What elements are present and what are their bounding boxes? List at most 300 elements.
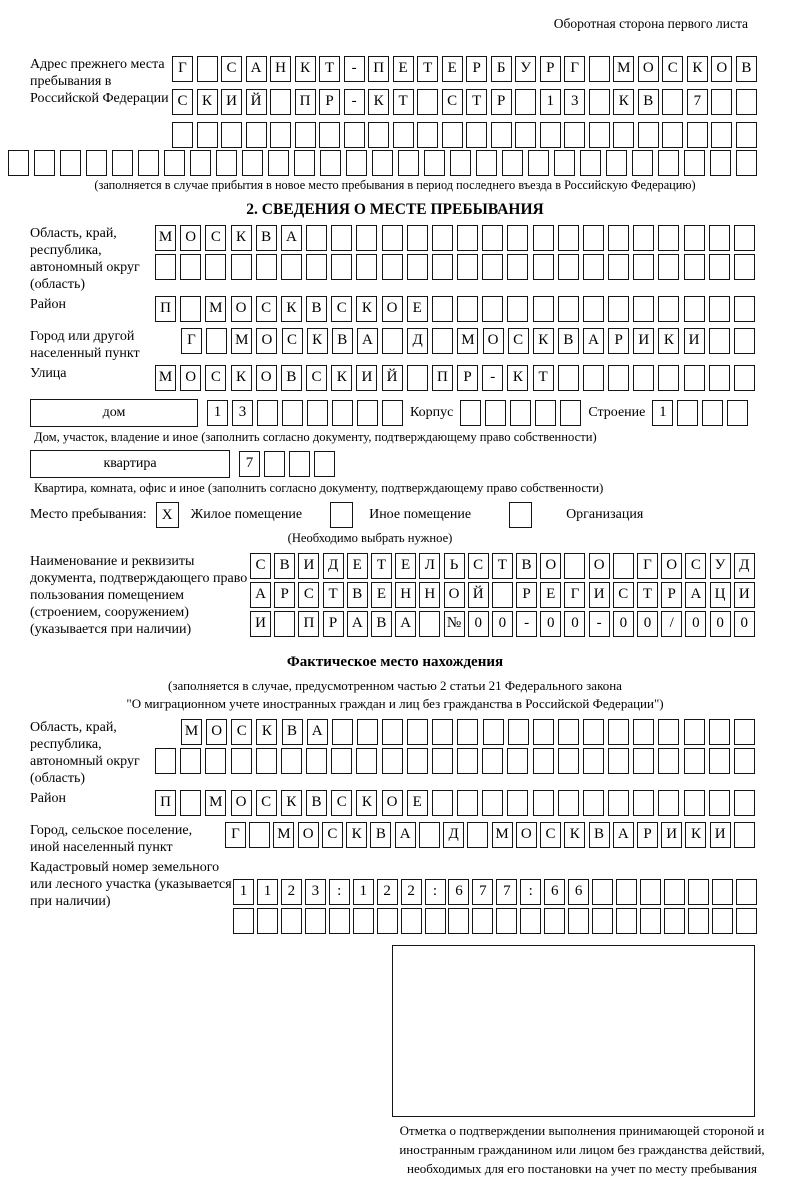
char-box: [502, 150, 523, 176]
char-box: [528, 150, 549, 176]
field-ulitsa-label: Улица: [30, 366, 67, 381]
char-box: [711, 122, 732, 148]
char-box: [684, 150, 705, 176]
char-box: А: [395, 822, 416, 848]
char-box: [558, 719, 579, 745]
char-box: С: [256, 296, 277, 322]
char-box: Р: [637, 822, 658, 848]
char-box: :: [425, 879, 446, 905]
char-box-row: [239, 451, 335, 477]
char-box: [417, 89, 438, 115]
char-box: [368, 122, 389, 148]
char-box: Р: [608, 328, 629, 354]
char-box: [608, 790, 629, 816]
char-box: В: [371, 611, 392, 637]
char-box: [564, 553, 585, 579]
option-zhiloe-label: Жилое помещение: [190, 507, 303, 522]
char-box: В: [306, 790, 327, 816]
char-box-row: [172, 122, 757, 148]
field-gorod: [30, 328, 760, 362]
char-box: Т: [323, 582, 344, 608]
char-box: К: [507, 365, 528, 391]
char-box: П: [432, 365, 453, 391]
char-box: /: [661, 611, 682, 637]
char-box: [592, 908, 613, 934]
field-document-label: Наименование и реквизиты документа, подтверждающего право пользования помещением (строением, сооружением) (указывается при наличии): [30, 554, 248, 637]
char-box: 0: [710, 611, 731, 637]
char-box: [294, 150, 315, 176]
char-box: [664, 908, 685, 934]
char-box: [583, 365, 604, 391]
char-box: [281, 908, 302, 934]
char-box-row: [172, 89, 757, 115]
char-box: [398, 150, 419, 176]
char-box: Т: [417, 56, 438, 82]
char-box: [425, 908, 446, 934]
char-box: [331, 225, 352, 251]
char-box: [281, 254, 302, 280]
char-box: В: [558, 328, 579, 354]
char-box: [353, 908, 374, 934]
char-box: 0: [734, 611, 755, 637]
char-box: Р: [274, 582, 295, 608]
char-box: [305, 908, 326, 934]
char-box: Р: [466, 56, 487, 82]
char-box: [457, 254, 478, 280]
char-box: [432, 225, 453, 251]
char-box: [205, 748, 226, 774]
char-box: К: [295, 56, 316, 82]
char-box: [589, 56, 610, 82]
place-type-note: (Необходимо выбрать нужное): [287, 531, 453, 545]
char-box: К: [331, 365, 352, 391]
char-box: И: [684, 328, 705, 354]
char-box: -: [516, 611, 537, 637]
char-box: В: [282, 719, 303, 745]
char-box: Т: [393, 89, 414, 115]
char-box: О: [638, 56, 659, 82]
char-box: [507, 296, 528, 322]
house-caption: Дом, участок, владение и иное (заполнить согласно документу, подтверждающему право собственности): [34, 430, 597, 444]
char-box: С: [331, 790, 352, 816]
char-box-row: [250, 582, 755, 608]
field-oblast-label: Область, край, республика, автономный округ (область): [30, 226, 140, 292]
char-box: [180, 790, 201, 816]
char-box: Е: [371, 582, 392, 608]
char-box: А: [613, 822, 634, 848]
char-box: [583, 719, 604, 745]
char-box: [658, 254, 679, 280]
char-box: О: [382, 296, 403, 322]
char-box: [633, 748, 654, 774]
char-box: -: [344, 56, 365, 82]
field-document: [30, 553, 760, 640]
char-box: [393, 122, 414, 148]
char-box: П: [298, 611, 319, 637]
stroenie-label: Строение: [588, 405, 646, 420]
char-box: [155, 254, 176, 280]
char-box: [613, 553, 634, 579]
char-box: Г: [637, 553, 658, 579]
char-box-row: [181, 719, 755, 745]
char-box: [583, 296, 604, 322]
char-box: [633, 365, 654, 391]
char-box: [535, 400, 556, 426]
char-box: 2: [401, 879, 422, 905]
char-box: 0: [492, 611, 513, 637]
char-box: [472, 908, 493, 934]
char-box: 1: [233, 879, 254, 905]
char-box: [491, 122, 512, 148]
char-box: [460, 400, 481, 426]
char-box: [314, 451, 335, 477]
char-box: [221, 122, 242, 148]
char-box: [180, 296, 201, 322]
char-box: [382, 254, 403, 280]
char-box-row: [155, 296, 755, 322]
char-box: [709, 719, 730, 745]
char-box: [242, 150, 263, 176]
char-box: [382, 225, 403, 251]
stamp-area: [392, 945, 755, 1117]
char-box: О: [516, 822, 537, 848]
char-box: [432, 328, 453, 354]
char-box: [533, 254, 554, 280]
char-box: [382, 400, 403, 426]
char-box: К: [368, 89, 389, 115]
char-box: [589, 122, 610, 148]
field-ulitsa: [30, 365, 760, 394]
prev-address-note: (заполняется в случае прибытия в новое место пребывания в период последнего въезда в Российскую Федерацию): [94, 178, 696, 192]
factual-note-line2: "О миграционном учете иностранных граждан и лиц без гражданства в Российской Федерации"): [126, 696, 664, 711]
checkbox-org: [509, 502, 532, 528]
korpus-label: Корпус: [410, 405, 454, 420]
char-box-row: [181, 328, 755, 359]
char-box: 1: [207, 400, 228, 426]
char-box: М: [231, 328, 252, 354]
char-box: О: [231, 296, 252, 322]
char-box: [736, 879, 757, 905]
char-box: М: [181, 719, 202, 745]
char-box: С: [613, 582, 634, 608]
char-box: [510, 400, 531, 426]
char-box: [658, 719, 679, 745]
char-box: Г: [225, 822, 246, 848]
char-box: П: [368, 56, 389, 82]
char-box: 7: [496, 879, 517, 905]
char-box: [734, 225, 755, 251]
char-box: А: [281, 225, 302, 251]
char-box: О: [711, 56, 732, 82]
char-box: [482, 748, 503, 774]
char-box: С: [205, 225, 226, 251]
char-box: Г: [181, 328, 202, 354]
char-box: Т: [371, 553, 392, 579]
field-factual-oblast-label: Область, край, республика, автономный округ (область): [30, 720, 140, 786]
char-box: [197, 56, 218, 82]
char-box: С: [322, 822, 343, 848]
char-box: [664, 879, 685, 905]
char-box-row: [233, 879, 757, 905]
char-box: Т: [319, 56, 340, 82]
char-box: [633, 790, 654, 816]
char-box: -: [589, 611, 610, 637]
char-box: [357, 719, 378, 745]
char-box-row: [155, 225, 755, 251]
char-box: [520, 908, 541, 934]
char-box: [86, 150, 107, 176]
char-box: [332, 719, 353, 745]
char-box: Д: [323, 553, 344, 579]
char-box: В: [370, 822, 391, 848]
field-factual-gorod: [30, 822, 760, 856]
char-box: [306, 748, 327, 774]
char-box: 3: [232, 400, 253, 426]
char-box: [658, 748, 679, 774]
char-box: [583, 254, 604, 280]
char-box: Е: [347, 553, 368, 579]
char-box: [319, 122, 340, 148]
char-box: 1: [257, 879, 278, 905]
char-box-row: [155, 790, 755, 816]
char-box: Г: [564, 56, 585, 82]
char-box: О: [540, 553, 561, 579]
char-box-row: [250, 553, 755, 579]
char-box: [346, 150, 367, 176]
char-box: [60, 150, 81, 176]
char-box: С: [282, 328, 303, 354]
char-box: [709, 328, 730, 354]
char-box: Д: [407, 328, 428, 354]
char-box: [658, 296, 679, 322]
char-box: [640, 908, 661, 934]
char-box: [407, 719, 428, 745]
char-box: К: [613, 89, 634, 115]
char-box: 3: [564, 89, 585, 115]
char-box: И: [734, 582, 755, 608]
char-box: И: [221, 89, 242, 115]
char-box: [616, 908, 637, 934]
char-box: [507, 254, 528, 280]
char-box: [662, 122, 683, 148]
char-box: [544, 908, 565, 934]
char-box: [34, 150, 55, 176]
char-box: [589, 89, 610, 115]
char-box: А: [250, 582, 271, 608]
char-box: [533, 225, 554, 251]
char-box: 1: [540, 89, 561, 115]
char-box: [382, 328, 403, 354]
char-box: А: [685, 582, 706, 608]
char-box: О: [206, 719, 227, 745]
char-box: Л: [419, 553, 440, 579]
char-box: [640, 879, 661, 905]
char-box: [448, 908, 469, 934]
char-box: М: [155, 225, 176, 251]
char-box: 2: [377, 879, 398, 905]
char-box: К: [346, 822, 367, 848]
char-box: [633, 254, 654, 280]
char-box: [231, 748, 252, 774]
char-box: С: [256, 790, 277, 816]
char-box: К: [658, 328, 679, 354]
char-box: Ь: [444, 553, 465, 579]
char-box: С: [442, 89, 463, 115]
char-box: И: [589, 582, 610, 608]
char-box: 6: [568, 879, 589, 905]
char-box: [372, 150, 393, 176]
char-box: Б: [491, 56, 512, 82]
char-box: К: [564, 822, 585, 848]
char-box: М: [205, 296, 226, 322]
char-box: Н: [419, 582, 440, 608]
char-box: Т: [637, 582, 658, 608]
char-box: [356, 225, 377, 251]
char-box: [688, 908, 709, 934]
char-box: [257, 400, 278, 426]
char-box: С: [298, 582, 319, 608]
char-box: [710, 150, 731, 176]
char-box-row: [460, 400, 581, 426]
char-box: :: [520, 879, 541, 905]
char-box: [457, 225, 478, 251]
char-box: Е: [407, 790, 428, 816]
apartment-type-box: квартира: [30, 450, 230, 478]
field-kadastr: [30, 859, 760, 937]
char-box: [533, 719, 554, 745]
char-box: С: [540, 822, 561, 848]
char-box: [734, 790, 755, 816]
char-box: О: [298, 822, 319, 848]
char-box: Р: [491, 89, 512, 115]
char-box: Р: [323, 611, 344, 637]
char-box: [401, 908, 422, 934]
char-box: [155, 748, 176, 774]
field-factual-raion: [30, 790, 760, 819]
char-box: [357, 400, 378, 426]
char-box: [205, 254, 226, 280]
char-box: [734, 328, 755, 354]
char-box: 0: [564, 611, 585, 637]
char-box: [736, 908, 757, 934]
char-box: И: [661, 822, 682, 848]
char-box: О: [256, 365, 277, 391]
char-box: [736, 150, 757, 176]
char-box: [257, 908, 278, 934]
char-box: 7: [239, 451, 260, 477]
char-box: [270, 122, 291, 148]
char-box: К: [231, 365, 252, 391]
char-box: [419, 611, 440, 637]
char-box: [8, 150, 29, 176]
char-box: [270, 89, 291, 115]
char-box: [734, 365, 755, 391]
char-box: [554, 150, 575, 176]
char-box: Т: [492, 553, 513, 579]
char-box: В: [332, 328, 353, 354]
char-box: [407, 365, 428, 391]
char-box: [608, 225, 629, 251]
field-gorod-label: Город или другой населенный пункт: [30, 329, 140, 361]
option-org-label: Организация: [566, 507, 644, 522]
char-box: М: [155, 365, 176, 391]
char-box: [688, 879, 709, 905]
char-box: [687, 122, 708, 148]
char-box: [734, 822, 755, 848]
char-box: К: [281, 296, 302, 322]
char-box-row: [155, 748, 755, 774]
prev-address-label: Адрес прежнего места пребывания в Российской Федерации: [30, 57, 169, 106]
char-box: [432, 790, 453, 816]
char-box: [632, 150, 653, 176]
char-box: [180, 748, 201, 774]
char-box: [507, 225, 528, 251]
char-box: И: [298, 553, 319, 579]
char-box: [382, 719, 403, 745]
char-box: [608, 748, 629, 774]
char-box: 6: [448, 879, 469, 905]
char-box: А: [395, 611, 416, 637]
char-box: М: [205, 790, 226, 816]
char-box: В: [274, 553, 295, 579]
char-box: [583, 225, 604, 251]
house-type-box: дом: [30, 399, 198, 427]
char-box: [356, 748, 377, 774]
char-box: [331, 748, 352, 774]
char-box: [492, 582, 513, 608]
char-box: Р: [661, 582, 682, 608]
char-box: -: [344, 89, 365, 115]
char-box: К: [281, 790, 302, 816]
char-box: М: [273, 822, 294, 848]
char-box: В: [589, 822, 610, 848]
char-box: [231, 254, 252, 280]
char-box: [417, 122, 438, 148]
char-box: [332, 400, 353, 426]
char-box: [608, 365, 629, 391]
char-box: [568, 908, 589, 934]
char-box: С: [172, 89, 193, 115]
char-box: [295, 122, 316, 148]
char-box: [246, 122, 267, 148]
char-box: [515, 89, 536, 115]
house-row: [30, 399, 760, 427]
checkbox-inoe: [330, 502, 353, 528]
char-box: У: [515, 56, 536, 82]
char-box: Й: [468, 582, 489, 608]
option-inoe-label: Иное помещение: [369, 507, 472, 522]
prev-address-rows: [172, 56, 760, 150]
field-raion: [30, 296, 760, 325]
char-box: М: [492, 822, 513, 848]
char-box: [712, 879, 733, 905]
field-oblast: [30, 225, 760, 293]
char-box: [457, 296, 478, 322]
char-box: [282, 400, 303, 426]
char-box: [684, 748, 705, 774]
char-box: О: [256, 328, 277, 354]
char-box: С: [205, 365, 226, 391]
char-box: [608, 254, 629, 280]
char-box-row: [155, 254, 755, 280]
char-box: [407, 225, 428, 251]
char-box: К: [685, 822, 706, 848]
char-box: [467, 822, 488, 848]
char-box: [180, 254, 201, 280]
char-box: [457, 748, 478, 774]
char-box: О: [661, 553, 682, 579]
char-box-row: [225, 822, 755, 853]
